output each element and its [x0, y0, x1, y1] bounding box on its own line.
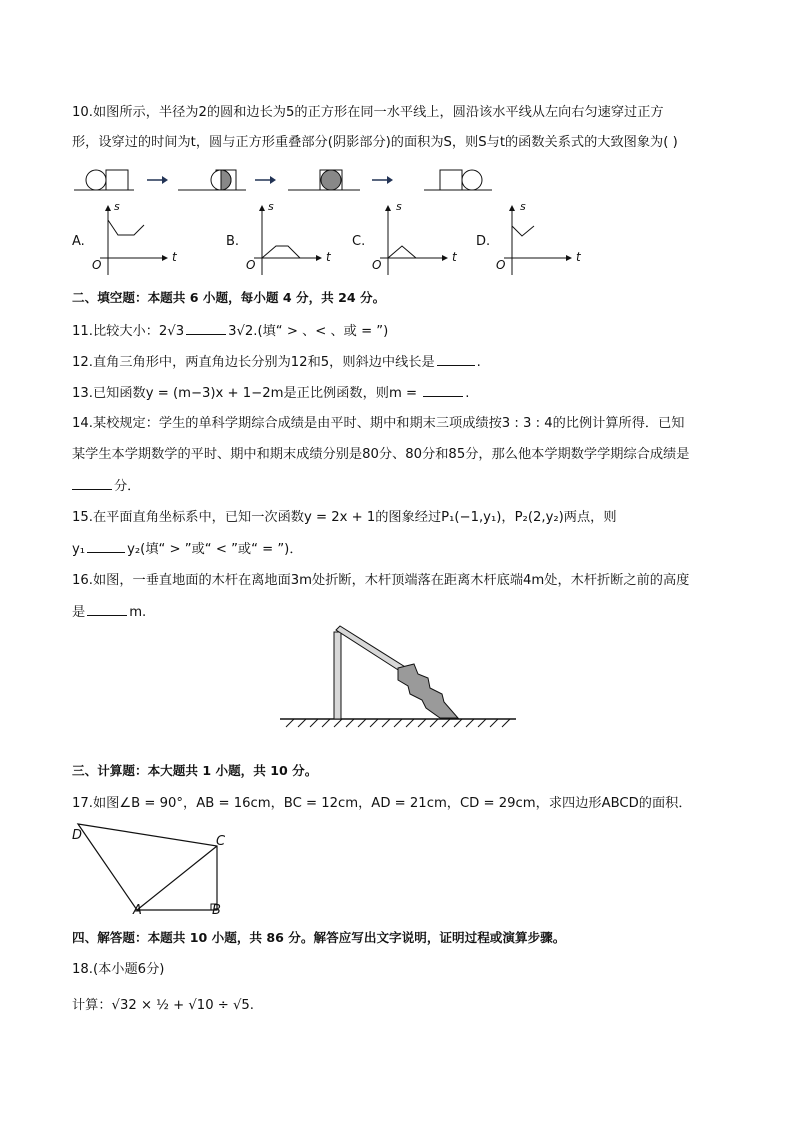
option-b-graph: [254, 205, 334, 275]
section-3-heading: 三、计算题：本大题共 1 小题，共 10 分。: [72, 763, 318, 778]
q13-pre: 13.已知函数y = (m−3)x + 1−2m是正比例函数，则m =: [72, 386, 422, 401]
option-a-graph: [100, 205, 180, 275]
q11-pre: 11.比较大小：2√3: [72, 324, 185, 339]
q10-line2: 形，设穿过的时间为t，圆与正方形重叠部分(阴影部分)的面积为S，则S与t的函数关系式的大致图象为( ): [72, 135, 678, 150]
option-c-origin: O: [372, 258, 382, 272]
q15-pre: y₁: [72, 542, 86, 557]
option-b-origin: O: [246, 258, 256, 272]
q16-line1: 16.如图，一垂直地面的木杆在离地面3m处折断，木杆顶端落在距离木杆底端4m处，木杆折断之前的高度: [72, 573, 690, 588]
circle-square-sequence: [74, 167, 504, 197]
point-d-label: D: [72, 828, 83, 843]
option-b-label: B.: [226, 234, 240, 249]
option-c-graph: [380, 205, 460, 275]
option-d-origin: O: [496, 258, 506, 272]
section-4-heading: 四、解答题：本题共 10 小题，共 86 分。解答应写出文字说明，证明过程或演算步骤。: [72, 930, 566, 945]
q16-line2: [72, 603, 146, 622]
q12-post: .: [476, 355, 481, 370]
option-d-label: D.: [476, 234, 491, 249]
q15-blank[interactable]: [87, 540, 125, 553]
q12: [72, 353, 481, 372]
q11: [72, 322, 388, 341]
option-c-axis-t: t: [452, 250, 457, 264]
q14-line3: [72, 477, 140, 496]
q13: [72, 384, 469, 403]
option-c-label: C.: [352, 234, 366, 249]
q11-blank[interactable]: [186, 322, 226, 335]
point-a-label: A: [133, 903, 142, 918]
option-c-axis-s: s: [396, 200, 402, 213]
q12-pre: 12.直角三角形中，两直角边长分别为12和5，则斜边中线长是: [72, 355, 435, 370]
option-a-origin: O: [92, 258, 102, 272]
point-b-label: B: [212, 903, 221, 918]
q12-blank[interactable]: [437, 353, 475, 366]
q14-line1: 14.某校规定：学生的单科学期综合成绩是由平时、期中和期末三项成绩按3 : 3 : 4的比例计算所得．已知: [72, 416, 685, 431]
q13-blank[interactable]: [423, 384, 463, 397]
option-a-axis-t: t: [172, 250, 177, 264]
point-c-label: C: [216, 834, 226, 849]
q15-post: y₂(填“ > ”或“ < ”或“ = ”)．: [127, 542, 303, 557]
option-a-axis-s: s: [114, 200, 120, 213]
option-a-label: A.: [72, 234, 85, 249]
q14-blank[interactable]: [72, 477, 112, 490]
broken-pole-figure: [280, 628, 520, 728]
q16-pre: 是: [72, 605, 86, 620]
q17-text: 17.如图∠B = 90°，AB = 16cm，BC = 12cm，AD = 21cm，CD = 29cm，求四边形ABCD的面积．: [72, 796, 692, 811]
q11-post: 3√2.(填“ > 、< 、或 = ”): [228, 324, 389, 339]
q14-post: 分．: [114, 479, 141, 494]
q14-line2: 某学生本学期数学的平时、期中和期末成绩分别是80分、80分和85分，那么他本学期数学学期综合成绩是: [72, 447, 690, 462]
quadrilateral-abcd: [74, 822, 234, 922]
q15-line1: 15.在平面直角坐标系中，已知一次函数y = 2x + 1的图象经过P₁(−1,y₁)，P₂(2,y₂)两点，则: [72, 510, 617, 525]
q13-post: .: [465, 386, 470, 401]
option-b-axis-t: t: [326, 250, 331, 264]
q16-blank[interactable]: [87, 603, 127, 616]
option-d-axis-t: t: [576, 250, 581, 264]
q18-calc: 计算：√32 × ½ + √10 ÷ √5.: [72, 998, 254, 1013]
q18-title: 18.(本小题6分): [72, 962, 165, 977]
q15-line2: [72, 540, 303, 559]
option-d-graph: [504, 205, 584, 275]
section-2-heading: 二、填空题：本题共 6 小题，每小题 4 分，共 24 分。: [72, 290, 386, 305]
q10-line1: 10.如图所示，半径为2的圆和边长为5的正方形在同一水平线上，圆沿该水平线从左向右匀速穿过正方: [72, 105, 664, 120]
option-b-axis-s: s: [268, 200, 274, 213]
q16-post: m.: [129, 605, 147, 620]
option-d-axis-s: s: [520, 200, 526, 213]
